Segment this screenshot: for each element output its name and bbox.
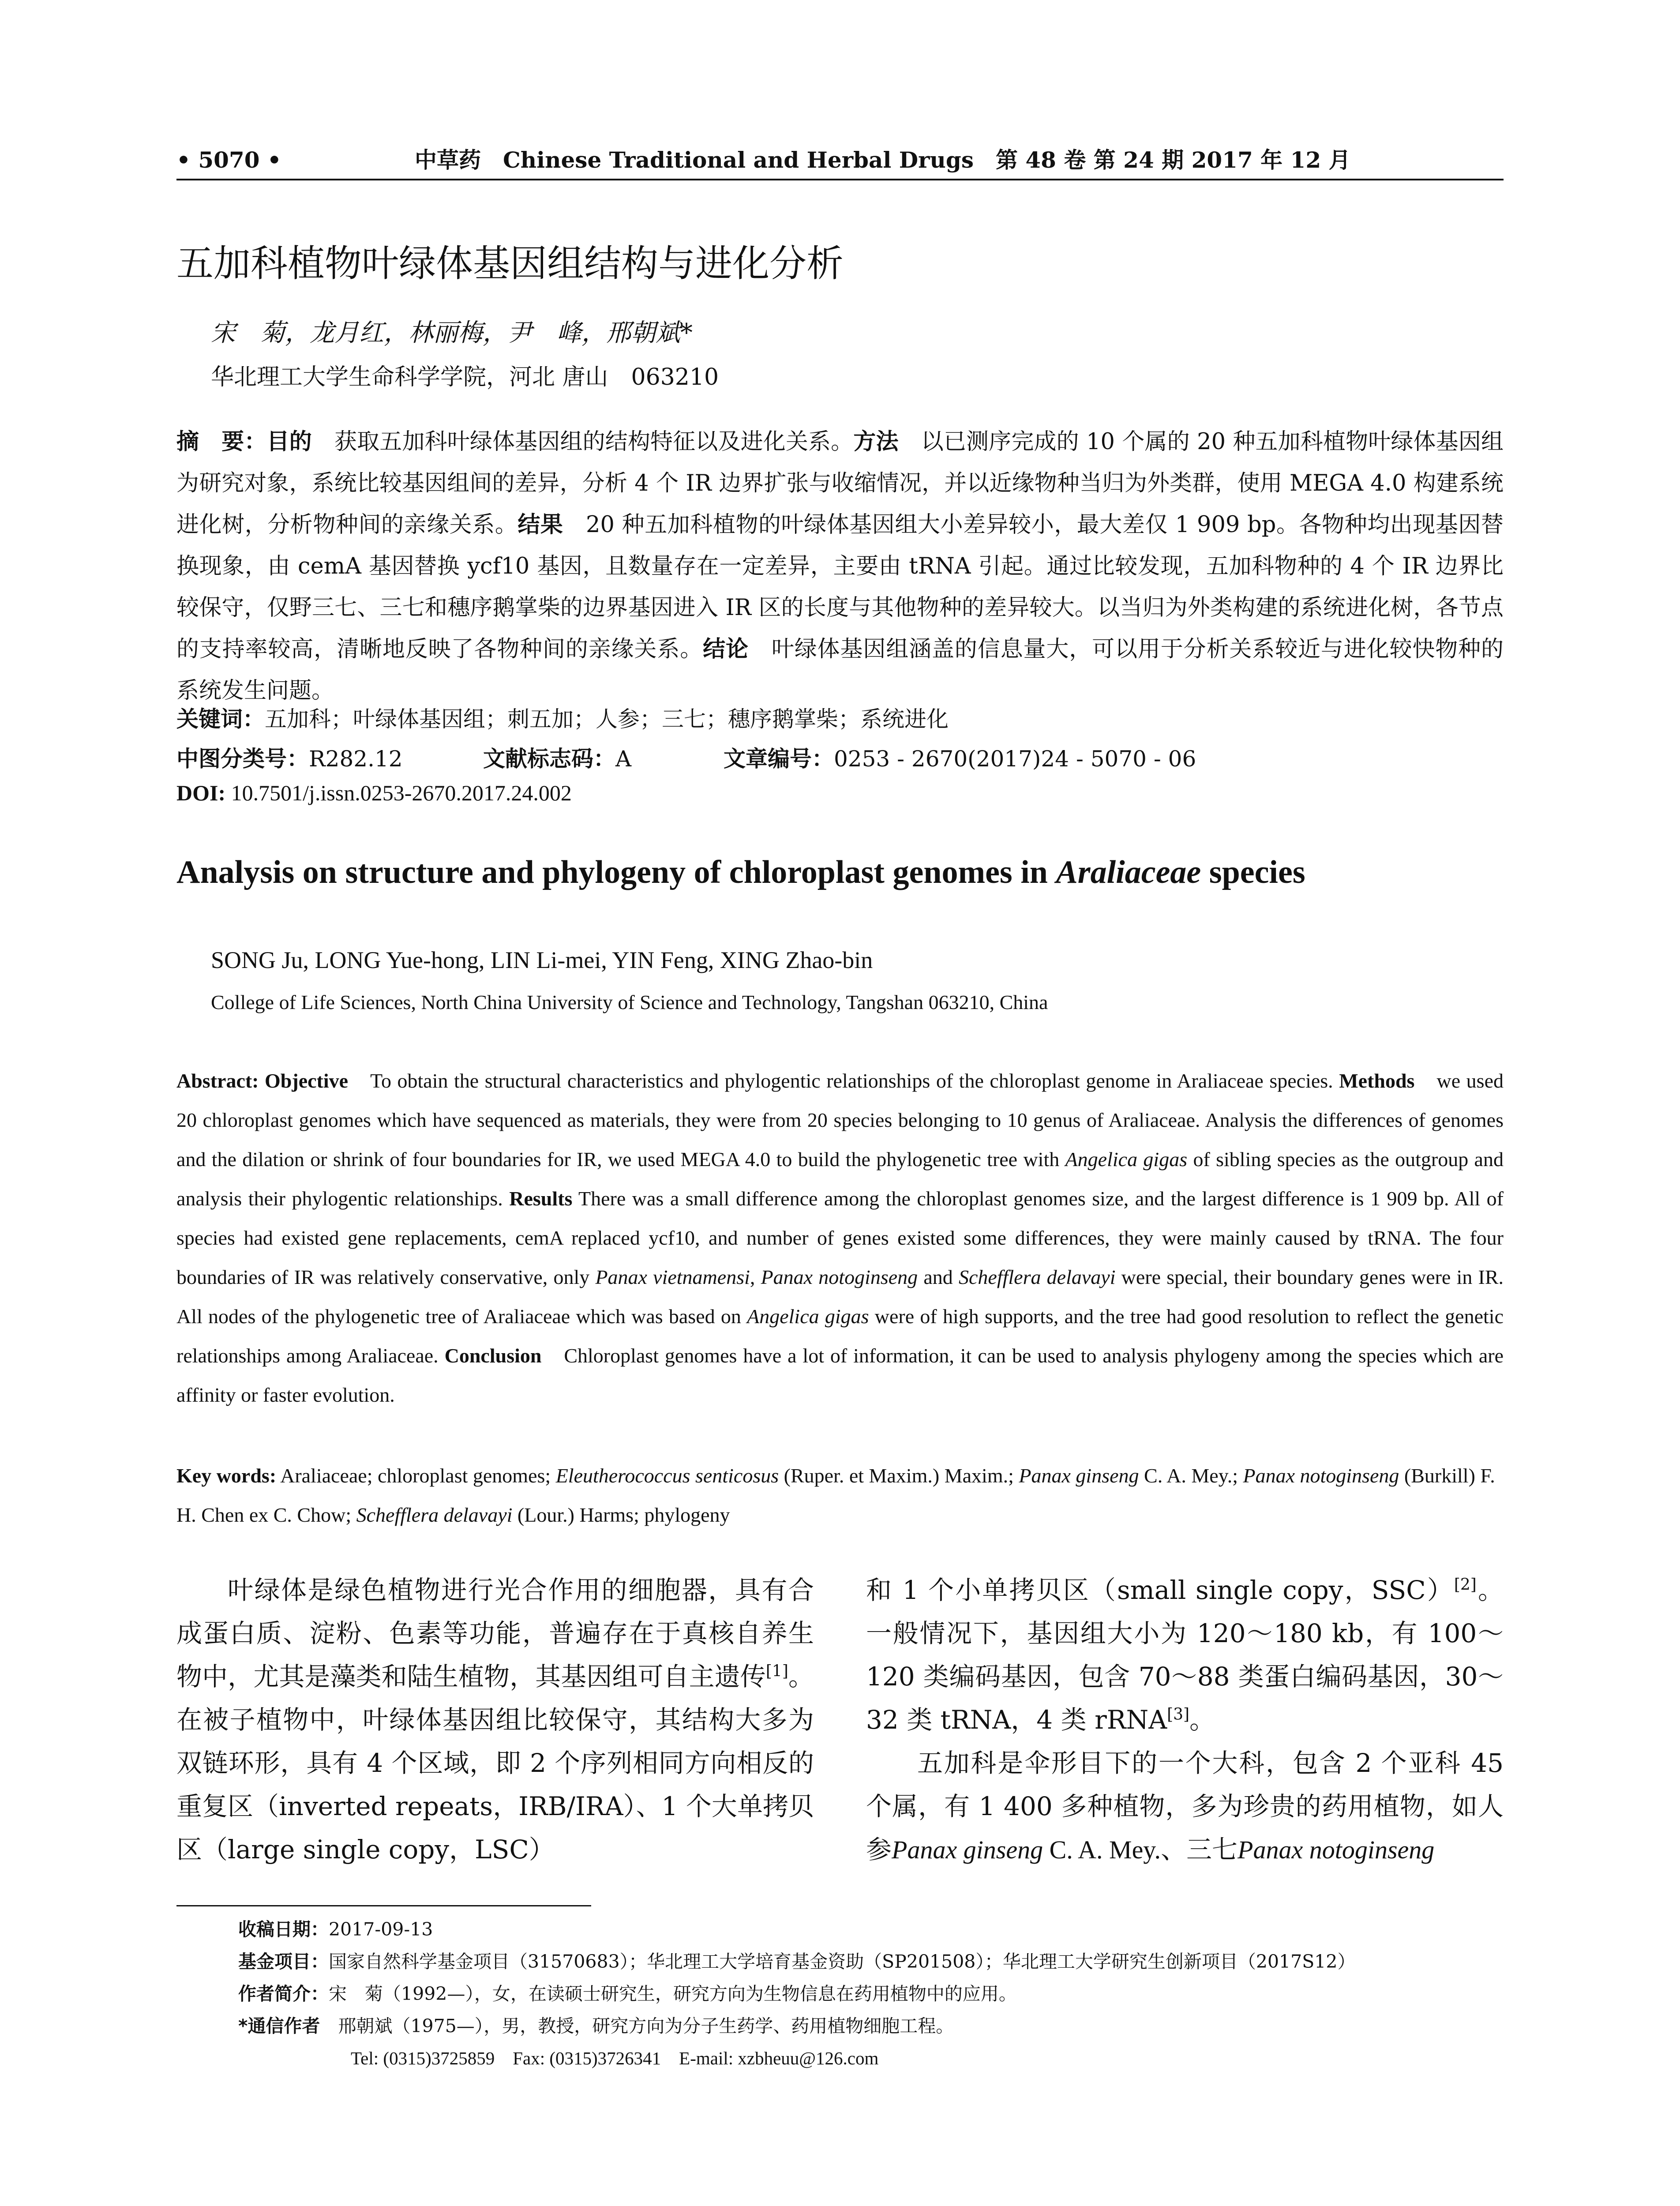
species-name: Panax ginseng (892, 1835, 1043, 1864)
body-text: 五加科是伞形目下的一个大科，包含 2 个亚科 45 个属，有 1 400 多种植物，多为珍贵的药用植物，如人参 (866, 1748, 1504, 1865)
affiliation-cn: 华北理工大学生命科学学院，河北 唐山 063210 (211, 364, 719, 390)
conjunction: and (918, 1266, 959, 1288)
author-bio: 宋 菊（1992—），女，在读硕士研究生，研究方向为生物信息在药用植物中的应用。 (329, 1983, 1017, 2004)
clc-value: R282.12 (309, 746, 403, 772)
body-right-column (866, 1568, 1504, 1872)
keyword-text: (Burkill) F. H. Chen ex C. Chow; (176, 1464, 1495, 1526)
keyword-text: (Ruper. et Maxim.) Maxim.; (779, 1464, 1019, 1487)
keyword-species: Schefflera delavayi (356, 1504, 513, 1526)
abstract-cn-label: 摘 要： (176, 429, 267, 455)
separator: , (750, 1266, 761, 1288)
keywords-cn (176, 702, 949, 733)
fund-text: 国家自然科学基金项目（31570683）；华北理工大学培育基金资助（SP201508）；华北理工大学研究生创新项目（2017S12） (329, 1951, 1356, 1972)
citation-ref[interactable]: [3] (1167, 1705, 1190, 1724)
title-en-suffix: species (1201, 854, 1305, 890)
author-bio-label: 作者简介： (238, 1983, 329, 2004)
keyword-species: Panax ginseng (1019, 1464, 1139, 1487)
keywords-cn-value: 五加科；叶绿体基因组；刺五加；人参；三七；穗序鹅掌柴；系统进化 (265, 706, 949, 732)
authors-cn: 宋 菊，龙月红，林丽梅，尹 峰，邢朝斌* (211, 319, 693, 347)
footnote-fund (238, 1947, 1355, 1973)
species-name: Angelica gigas (1065, 1148, 1188, 1171)
page-number: • 5070 • (176, 147, 281, 173)
results-label-cn: 结果 (518, 512, 563, 538)
footnote-author (238, 1979, 1017, 2005)
keyword-text: Araliaceae; chloroplast genomes; (276, 1464, 556, 1487)
body-text: 。在被子植物中，叶绿体基因组比较保守，其结构大多为双链环形，具有 4 个区域，即 2 个序列相同方向相反的重复区（inverted repeats，IRB/IRA）、1 个大单拷贝区（large single copy，LSC） (176, 1662, 814, 1865)
title-en-italic: Araliaceae (1056, 854, 1201, 890)
results-label-en: Results (509, 1187, 573, 1210)
footnote-rule (176, 1905, 591, 1906)
keywords-en-label: Key words: (176, 1464, 277, 1487)
citation-ref[interactable]: [2] (1454, 1576, 1477, 1594)
methods-label-cn: 方法 (853, 429, 899, 455)
title-en (176, 854, 1305, 891)
body-text: 叶绿体是绿色植物进行光合作用的细胞器，具有合成蛋白质、淀粉、色素等功能，普遍存在于真核自养生物中，尤其是藻类和陆生植物，其基因组可自主遗传 (176, 1575, 814, 1692)
received-label: 收稿日期： (238, 1919, 329, 1940)
title-en-text: Analysis on structure and phylogeny of chloroplast genomes in (176, 854, 1056, 890)
body-text: 和 1 个小单拷贝区（small single copy，SSC） (866, 1575, 1454, 1605)
body-left-column (176, 1568, 814, 1871)
doi-label: DOI: (176, 780, 226, 805)
objective-label-cn: 目的 (266, 429, 312, 455)
footnote-contact: Tel: (0315)3725859 Fax: (0315)3726341 E-mail: xzbheuu@126.com (351, 2048, 879, 2068)
keyword-text: C. A. Mey.; (1139, 1464, 1243, 1487)
abstract-cn (176, 421, 1504, 712)
species-name: Schefflera delavayi (958, 1266, 1116, 1288)
conclusion-label-cn: 结论 (703, 636, 749, 662)
corresponding-label: *通信作者 (238, 2015, 338, 2037)
body-text: 。一般情况下，基因组大小为 120～180 kb，有 100～120 类编码基因，包含 70～88 类蛋白编码基因，30～32 类 tRNA，4 类 rRNA (866, 1575, 1504, 1735)
results-en: There was a small difference among the chloroplast genomes size, and the largest difference is 1 909 bp. All of species had existed gene replacements, cemA replaced ycf10, and number of genes existed some differences, they were mainly caused by tRNA. The four boundaries of IR was relatively conservative, only (176, 1187, 1504, 1288)
doc-code-value: A (615, 746, 632, 772)
conclusion-en: Chloroplast genomes have a lot of information, it can be used to analysis phylogeny among the species which are affinity or faster evolution. (176, 1344, 1504, 1406)
footnote-corresponding (238, 2011, 954, 2037)
received-date: 2017-09-13 (329, 1919, 433, 1940)
keyword-species: Eleutherococcus senticosus (555, 1464, 779, 1487)
footnote-received (238, 1915, 433, 1941)
species-name: Panax vietnamensi (595, 1266, 750, 1288)
species-name: Angelica gigas (747, 1305, 869, 1328)
body-paragraph (176, 1568, 814, 1871)
journal-header: 中草药 Chinese Traditional and Herbal Drugs 第 48 卷 第 24 期 2017 年 12 月 (415, 147, 1351, 173)
objective-cn: 获取五加科叶绿体基因组的结构特征以及进化关系。 (311, 429, 854, 455)
fund-label: 基金项目： (238, 1951, 329, 1972)
body-paragraph (866, 1741, 1504, 1872)
authors-en: SONG Ju, LONG Yue-hong, LIN Li-mei, YIN Feng, XING Zhao-bin (211, 947, 873, 973)
body-text: 。 (1189, 1705, 1215, 1735)
document-code (483, 741, 631, 773)
objective-en: To obtain the structural characteristics and phylogentic relationships of the chloroplast genome in Araliaceae species. (348, 1069, 1339, 1092)
doc-code-label: 文献标志码： (483, 746, 615, 772)
doi-link[interactable]: 10.7501/j.issn.0253-2670.2017.24.002 (225, 780, 572, 805)
methods-label-en: Methods (1339, 1069, 1415, 1092)
body-text: C. A. Mey.、三七 (1043, 1835, 1238, 1864)
article-number-label: 文章编号： (724, 746, 834, 772)
abstract-en (176, 1061, 1504, 1414)
header-rule (176, 179, 1504, 180)
keywords-cn-label: 关键词： (176, 706, 265, 732)
body-paragraph (866, 1568, 1504, 1741)
article-number-value: 0253 - 2670(2017)24 - 5070 - 06 (834, 746, 1196, 772)
results-en-end: were of high supports, and the tree had good resolution to reflect the genetic relationships among Araliaceae. (176, 1305, 1504, 1367)
methods-cn: 以已测序完成的 10 个属的 20 种五加科植物叶绿体基因组为研究对象，系统比较基因组间的差异，分析 4 个 IR 边界扩张与收缩情况，并以近缘物种当归为外类群，使用 MEGA 4.0 构建系统进化树，分析物种间的亲缘关系。 (176, 429, 1504, 538)
conclusion-cn: 叶绿体基因组涵盖的信息量大，可以用于分析关系较近与进化较快物种的系统发生问题。 (176, 636, 1504, 704)
abstract-en-label: Abstract: Objective (176, 1069, 349, 1092)
methods-en: we used 20 chloroplast genomes which have sequenced as materials, they were from 20 species belonging to 10 genus of Araliaceae. Analysis the differences of genomes and the dilation or shrink of four boundaries for IR, we used MEGA 4.0 to build the phylogenetic tree with (176, 1069, 1504, 1171)
results-en-cont: were special, their boundary genes were in IR. All nodes of the phylogenetic tree of Araliaceae which was based on (176, 1266, 1504, 1328)
affiliation-en: College of Life Sciences, North China University of Science and Technology, Tangshan 063210, China (211, 991, 1048, 1013)
species-name: Panax notoginseng (761, 1266, 918, 1288)
keyword-species: Panax notoginseng (1243, 1464, 1399, 1487)
species-name: Panax notoginseng (1238, 1835, 1435, 1864)
keywords-en (176, 1456, 1504, 1534)
citation-ref[interactable]: [1] (765, 1662, 788, 1681)
article-number (724, 741, 1196, 773)
results-cn: 20 种五加科植物的叶绿体基因组大小差异较小，最大差仅 1 909 bp。各物种均出现基因替换现象，由 cemA 基因替换 ycf10 基因，且数量存在一定差异，主要由 tRNA 引起。通过比较发现，五加科物种的 4 个 IR 边界比较保守，仅野三七、三七和穗序鹅掌柴的边界基因进入 IR 区的长度与其他物种的差异较大。以当归为外类构建的系统进化树，各节点的支持率较高，清晰地反映了各物种间的亲缘关系。 (176, 512, 1504, 662)
title-cn: 五加科植物叶绿体基因组结构与进化分析 (176, 242, 844, 285)
classification-line (176, 741, 403, 773)
keyword-text: (Lour.) Harms; phylogeny (512, 1504, 730, 1526)
corresponding-bio: 邢朝斌（1975—），男，教授，研究方向为分子生药学、药用植物细胞工程。 (338, 2015, 954, 2037)
conclusion-label-en: Conclusion (444, 1344, 542, 1367)
running-header (176, 140, 1504, 180)
clc-label: 中图分类号： (176, 746, 309, 772)
doi-line (176, 780, 572, 806)
methods-en-cont: of sibling species as the outgroup and analysis their phylogentic relationships. (176, 1148, 1504, 1210)
